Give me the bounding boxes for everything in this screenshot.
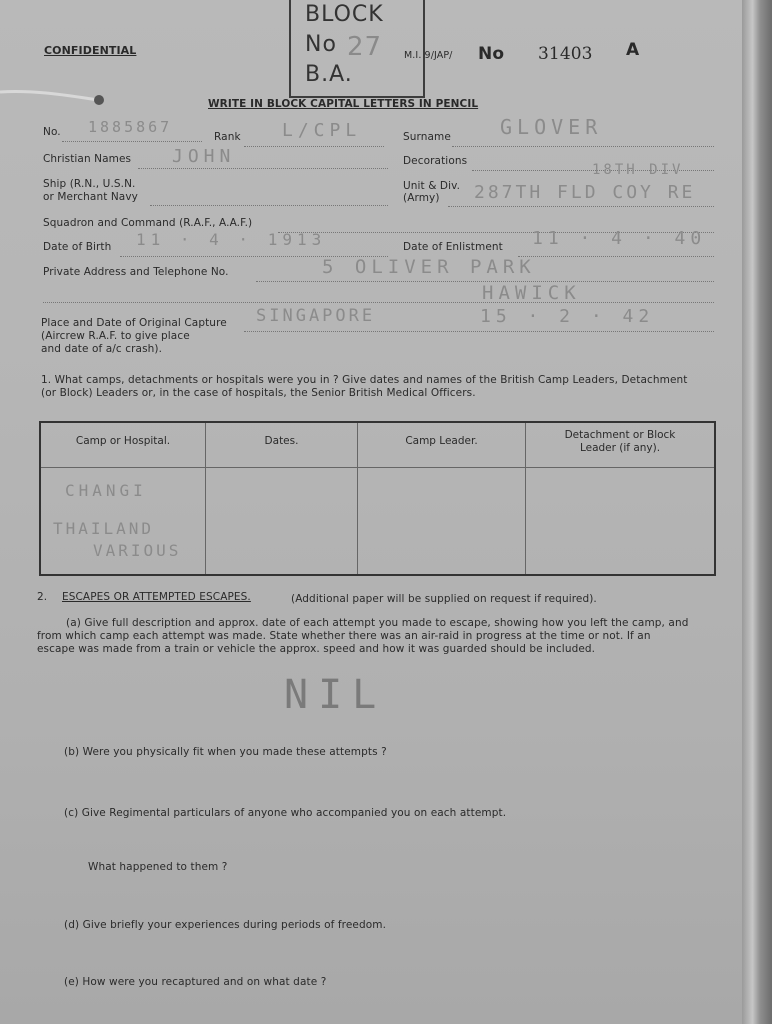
q1-text-2: (or Block) Leaders or, in the case of hospitals, the Senior British Medical Officers. — [41, 387, 476, 399]
header-detachment-line-1: Detachment or Block — [564, 429, 676, 441]
header-detachment-line-2: Leader (if any). — [579, 442, 661, 454]
rank-label: Rank — [214, 131, 241, 143]
unit-label-2: (Army) — [403, 192, 440, 204]
no-label: No. — [43, 126, 61, 138]
block-stamp — [289, 0, 425, 98]
dob-label: Date of Birth — [43, 241, 112, 253]
address-label: Private Address and Telephone No. — [43, 266, 229, 278]
q2a-line-2: from which camp each attempt was made. State whether there was an air-raid in progress at the time or not. If an — [37, 630, 651, 642]
q2e-text: (e) How were you recaptured and on what date ? — [64, 976, 327, 988]
no-value: 1885867 — [88, 118, 173, 136]
header-detachment — [526, 423, 714, 467]
confidential-label: CONFIDENTIAL — [44, 44, 137, 57]
stamp-block: BLOCK — [305, 2, 384, 27]
capture-date: 15 · 2 · 42 — [480, 306, 655, 327]
header-camp: Camp or Hospital. — [41, 423, 206, 467]
camp-entry-1: CHANGI — [65, 481, 147, 500]
squadron-label: Squadron and Command (R.A.F., A.A.F.) — [43, 217, 253, 229]
camp-table — [39, 421, 716, 576]
q2b-text: (b) Were you physically fit when you made these attempts ? — [64, 746, 387, 758]
form-letter: A — [626, 40, 640, 60]
surname-value: GLOVER — [500, 115, 603, 139]
stamp-no-label: No — [305, 32, 337, 57]
enlistment-label: Date of Enlistment — [403, 241, 503, 253]
serial-no-label: No — [478, 44, 505, 64]
unit-value: 287TH FLD COY RE — [474, 182, 696, 203]
address-line-1: 5 OLIVER PARK — [322, 256, 536, 278]
q2c-followup: What happened to them ? — [88, 861, 228, 873]
address-line-2: HAWICK — [482, 282, 581, 304]
capture-place: SINGAPORE — [256, 306, 376, 326]
stamp-ba: B.A. — [305, 62, 353, 87]
capture-label-2: (Aircrew R.A.F. to give place — [41, 330, 190, 342]
reference-code: M.I. 9/JAP/ — [404, 50, 453, 61]
q2a-line-1: (a) Give full description and approx. date of each attempt you made to escape, showing how you left the camp, and — [66, 617, 689, 629]
capture-label-1: Place and Date of Original Capture — [41, 317, 227, 329]
rank-value: L/CPL — [282, 120, 362, 141]
instruction-heading: WRITE IN BLOCK CAPITAL LETTERS IN PENCIL — [208, 98, 479, 110]
serial-number: 31403 — [538, 44, 593, 64]
q2-title: ESCAPES OR ATTEMPTED ESCAPES. — [62, 591, 251, 603]
christian-names-value: JOHN — [172, 146, 236, 167]
page-edge — [742, 0, 772, 1024]
dob-value: 11 · 4 · 1913 — [136, 230, 327, 249]
ship-label-2: or Merchant Navy — [43, 191, 138, 203]
q2c-text: (c) Give Regimental particulars of anyone who accompanied you on each attempt. — [64, 807, 507, 819]
unit-label-1: Unit & Div. — [403, 180, 461, 192]
tie-string — [0, 88, 104, 108]
q1-text-1: 1. What camps, detachments or hospitals were you in ? Give dates and names of the British Camp Leaders, Detachment — [41, 374, 688, 386]
enlistment-value: 11 · 4 · 40 — [532, 228, 707, 249]
q2a-line-3: escape was made from a train or vehicle the approx. speed and how it was guarded should be included. — [37, 643, 596, 655]
q2-number: 2. — [37, 591, 48, 603]
unit-division-value: 18TH DIV — [592, 162, 684, 178]
q2a-answer: NIL — [284, 672, 387, 718]
camp-entry-3: VARIOUS — [93, 541, 182, 560]
q2-note: (Additional paper will be supplied on request if required). — [291, 593, 597, 605]
header-camp-leader: Camp Leader. — [358, 423, 526, 467]
header-dates: Dates. — [206, 423, 358, 467]
decorations-label: Decorations — [403, 155, 468, 167]
stamp-no-value: 27 — [347, 32, 383, 62]
capture-label-3: and date of a/c crash). — [41, 343, 163, 355]
q2d-text: (d) Give briefly your experiences during periods of freedom. — [64, 919, 387, 931]
ship-label-1: Ship (R.N., U.S.N. — [43, 178, 136, 190]
camp-entry-2: THAILAND — [53, 519, 155, 538]
surname-label: Surname — [403, 131, 451, 143]
christian-names-label: Christian Names — [43, 153, 132, 165]
